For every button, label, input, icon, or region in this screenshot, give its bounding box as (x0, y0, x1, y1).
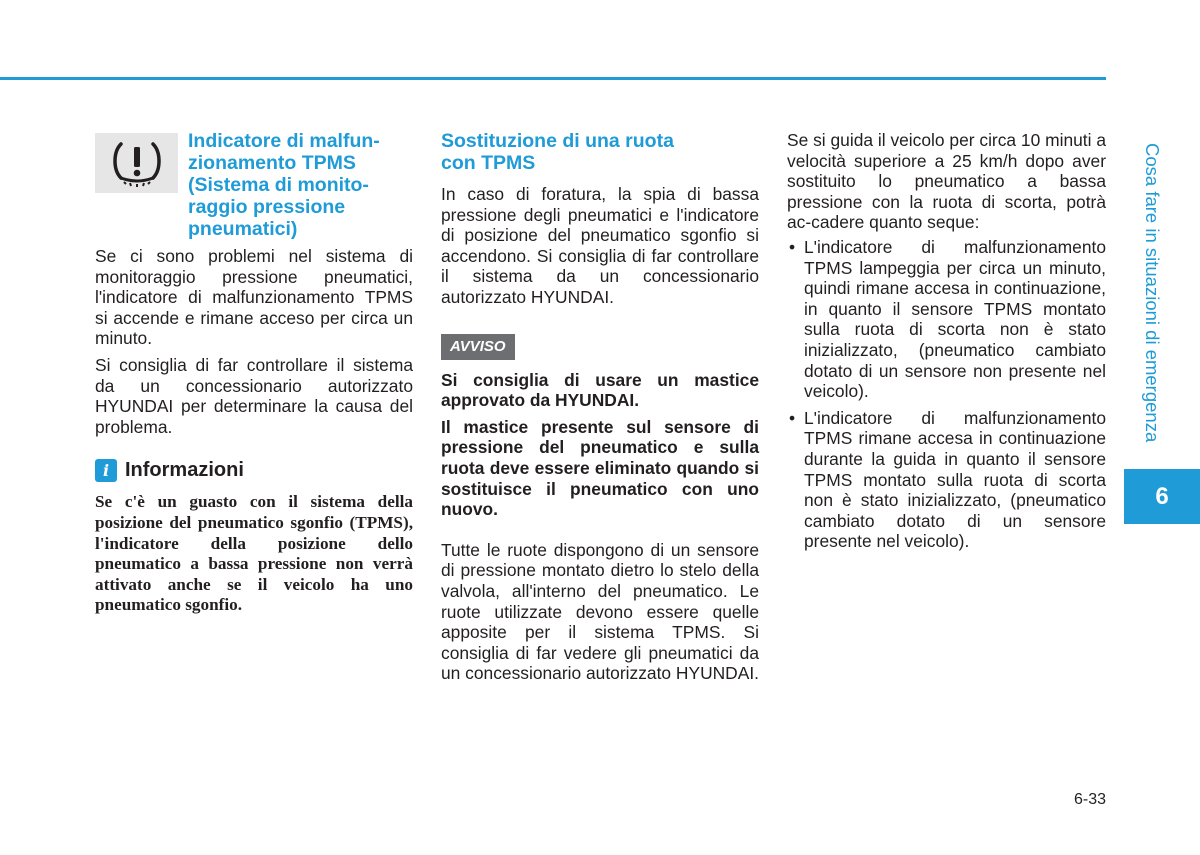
tpms-heading-block (95, 130, 413, 240)
warning-text-2: Il mastice presente sul sensore di pressione del pneumatico e sulla ruota deve essere eliminato quando si sostituisce il pneumatico con uno nuovo. (441, 416, 759, 520)
wheel-paragraph-2: Tutte le ruote dispongono di un sensore di pressione montato dietro lo stelo della valvola, all'interno del pneumatico. Le ruote utilizzate devono essere quelle apposite per il sistema TPMS. Si consiglia di far vedere gli pneumatici da un concessionario autorizzato HYUNDAI. (441, 539, 760, 684)
wheel-paragraph-1: In caso di foratura, la spia di bassa pressione degli pneumatici e l'indicatore di posizione del pneumatico sgonfio si accendono. Si consiglia di far controllare il sistema da un concessionario autorizzato HYUNDAI. (441, 184, 759, 307)
tpms-paragraph-2: Si consiglia di far controllare il sistema da un concessionario autorizzato HYUNDAI per determinare la causa del problema. (95, 354, 413, 437)
info-heading (95, 459, 413, 482)
info-text: Se c'è un guasto con il sistema della posizione del pneumatico sgonfio (TPMS), l'indicatore della posizione dello pneumatico a bassa pressione non verrà attivato anche se il veicolo ha uno pneumatico sgonfio. (95, 492, 413, 615)
page-number: 6-33 (1073, 791, 1106, 808)
wheel-replacement-title: Sostituzione di una ruota con TPMS (441, 130, 674, 174)
tpms-warning-icon (95, 133, 178, 193)
tpms-section-title: Indicatore di malfun- zionamento TPMS (Sistema di monito- raggio pressione pneumatici) (188, 130, 380, 240)
chapter-side-title: Cosa fare in situazioni di emergenza (1142, 143, 1163, 443)
tpms-paragraph-1: Se ci sono problemi nel sistema di monitoraggio pressione pneumatici, l'indicatore di malfunzionamento TPMS si accende e rimane acceso per circa un minuto. (95, 246, 413, 349)
column-2 (441, 130, 759, 684)
warning-text-1: Si consiglia di usare un mastice approvato da HYUNDAI. (441, 369, 759, 411)
list-item: • L'indicatore di malfunzionamento TPMS rimane accesa in continuazione durante la guida in quanto il sensore TPMS montato sulla ruota di scorta non è stato inizializzato, (pneumatico cambiato dotato di un sensore presente nel veicolo). (789, 407, 1106, 552)
list-item: • L'indicatore di malfunzionamento TPMS lampeggia per circa un minuto, quindi rimane accesa in continuazione, in quanto il sensore TPMS montato sulla ruota di scorta non è stato inizializzato, (pneumatico cambiato dotato di un sensore non presente nel veicolo). (789, 236, 1106, 402)
info-icon: i (95, 459, 117, 482)
top-rule (0, 77, 1106, 80)
column-3 (787, 130, 1106, 558)
info-title: Informazioni (125, 459, 244, 482)
chapter-tab: 6 (1124, 469, 1200, 524)
bullet-marker: • (789, 407, 796, 428)
column-1 (95, 130, 413, 616)
bullet-marker: • (789, 236, 796, 257)
spare-intro: Se si guida il veicolo per circa 10 minuti a velocità superiore a 25 km/h dopo aver sostituito lo pneumatico a bassa pressione con la ruota di scorta, potrà ac-cadere quanto seque: (787, 130, 1106, 233)
spare-bullet-list (787, 237, 1106, 552)
warning-badge: AVVISO (441, 334, 515, 360)
